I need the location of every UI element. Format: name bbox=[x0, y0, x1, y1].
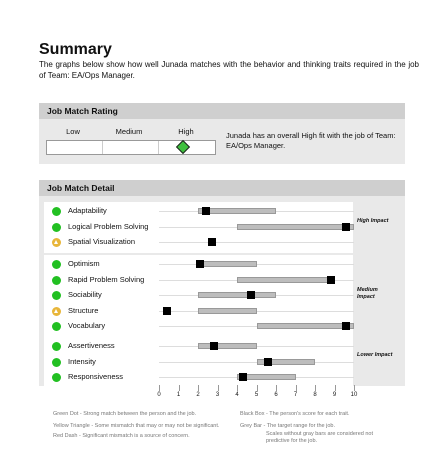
score-box bbox=[202, 207, 210, 215]
score-box bbox=[163, 307, 171, 315]
axis-tick-label: 3 bbox=[215, 392, 220, 398]
axis-tick-line bbox=[179, 385, 180, 391]
score-box bbox=[342, 322, 350, 330]
target-range-bar bbox=[237, 277, 335, 283]
axis-tick-label: 0 bbox=[157, 392, 161, 398]
green-dot-icon bbox=[52, 358, 61, 367]
score-box bbox=[327, 276, 335, 284]
job-match-rating-panel bbox=[39, 103, 405, 164]
trait-track bbox=[159, 311, 354, 312]
legend-grey-bar: Grey Bar - The target range for the job. bbox=[240, 423, 335, 429]
detail-header: Job Match Detail bbox=[39, 180, 405, 196]
impact-label: Medium Impact bbox=[357, 287, 378, 300]
trait-group bbox=[44, 255, 353, 337]
legend-red-dash: Red Dash - Significant mismatch is a source of concern. bbox=[53, 433, 190, 439]
trait-name: Responsiveness bbox=[68, 372, 124, 381]
axis-tick-label: 8 bbox=[313, 392, 317, 398]
axis-tick-label: 4 bbox=[235, 392, 239, 398]
axis-tick-label: 10 bbox=[350, 392, 358, 398]
axis-tick-label: 7 bbox=[293, 392, 298, 398]
rating-summary-text: Junada has an overall High fit with the job of Team: EA/Ops Manager. bbox=[226, 131, 396, 150]
score-box bbox=[247, 291, 255, 299]
trait-row bbox=[44, 273, 353, 288]
yellow-triangle-icon bbox=[52, 307, 61, 316]
impact-label: Lower Impact bbox=[357, 352, 393, 358]
axis-tick-label: 2 bbox=[196, 392, 200, 398]
score-box bbox=[264, 358, 272, 366]
trait-row bbox=[44, 220, 353, 235]
rating-medium-label: Medium bbox=[115, 127, 143, 136]
legend-black-box: Black Box - The person's score for each trait. bbox=[240, 411, 350, 417]
target-range-bar bbox=[257, 323, 355, 329]
green-dot-icon bbox=[52, 291, 61, 300]
target-range-bar bbox=[198, 343, 257, 349]
green-dot-icon bbox=[52, 373, 61, 382]
axis-tick-line bbox=[237, 385, 238, 391]
trait-row bbox=[44, 257, 353, 272]
trait-name: Sociability bbox=[68, 290, 102, 299]
trait-row bbox=[44, 288, 353, 303]
page-title: Summary bbox=[39, 41, 112, 58]
trait-row bbox=[44, 204, 353, 219]
trait-row bbox=[44, 355, 353, 370]
trait-row bbox=[44, 235, 353, 250]
trait-name: Vocabulary bbox=[68, 321, 106, 330]
trait-row bbox=[44, 304, 353, 319]
trait-name: Spatial Visualization bbox=[68, 237, 135, 246]
trait-name: Intensity bbox=[68, 356, 96, 366]
trait-name: Optimism bbox=[68, 259, 100, 268]
axis-tick-line bbox=[198, 385, 199, 391]
green-dot-icon bbox=[52, 322, 61, 331]
trait-row bbox=[44, 319, 353, 334]
job-match-detail-panel bbox=[39, 180, 405, 386]
green-dot-icon bbox=[52, 223, 61, 232]
axis-tick-label: 9 bbox=[332, 392, 337, 398]
rating-low-label: Low bbox=[66, 127, 80, 136]
axis-tick-line bbox=[354, 385, 355, 391]
trait-track bbox=[159, 346, 354, 347]
score-box bbox=[210, 342, 218, 350]
axis-tick-line bbox=[159, 385, 160, 391]
trait-track bbox=[159, 264, 354, 265]
intro-text: The graphs below show how well Junada matches with the behavior and thinking traits required in the job of Team: EA/Ops Manager. bbox=[39, 60, 419, 80]
trait-track bbox=[159, 242, 354, 243]
axis-tick-line bbox=[257, 385, 258, 391]
rating-high-label: High bbox=[178, 127, 194, 136]
score-box bbox=[342, 223, 350, 231]
green-dot-icon bbox=[52, 207, 61, 216]
target-range-bar bbox=[198, 292, 276, 298]
rating-divider bbox=[158, 141, 159, 154]
trait-row bbox=[44, 370, 353, 385]
trait-group bbox=[44, 337, 353, 388]
score-box bbox=[239, 373, 247, 381]
rating-divider bbox=[102, 141, 103, 154]
trait-name: Structure bbox=[68, 305, 99, 315]
legend-green-dot: Green Dot - Strong match between the person and the job. bbox=[53, 411, 197, 417]
legend-no-gray: Scales without gray bars are considered not predictive for the job. bbox=[266, 431, 374, 444]
rating-header: Job Match Rating bbox=[39, 103, 405, 119]
axis-tick-line bbox=[335, 385, 336, 391]
axis-tick-line bbox=[218, 385, 219, 391]
target-range-bar bbox=[198, 308, 257, 314]
axis-tick-line bbox=[296, 385, 297, 391]
trait-name: Logical Problem Solving bbox=[68, 221, 149, 231]
green-dot-icon bbox=[52, 342, 61, 351]
target-range-bar bbox=[237, 224, 354, 230]
green-dot-icon bbox=[52, 276, 61, 285]
trait-name: Adaptability bbox=[68, 206, 107, 215]
trait-row bbox=[44, 339, 353, 354]
target-range-bar bbox=[198, 261, 257, 267]
green-dot-icon bbox=[52, 260, 61, 269]
legend-yellow-triangle: Yellow Triangle - Some mismatch that may or may not be significant. bbox=[53, 423, 220, 429]
axis-tick-line bbox=[315, 385, 316, 391]
axis-tick-label: 6 bbox=[274, 392, 278, 398]
yellow-triangle-icon bbox=[52, 238, 61, 247]
trait-name: Assertiveness bbox=[68, 341, 115, 350]
score-box bbox=[196, 260, 204, 268]
rating-bar bbox=[46, 140, 216, 155]
trait-name: Rapid Problem Solving bbox=[68, 274, 145, 284]
axis-tick-label: 1 bbox=[176, 392, 181, 398]
impact-label: High Impact bbox=[357, 218, 389, 224]
trait-group bbox=[44, 202, 353, 253]
axis-tick-label: 5 bbox=[254, 392, 259, 398]
score-box bbox=[208, 238, 216, 246]
axis-tick-line bbox=[276, 385, 277, 391]
